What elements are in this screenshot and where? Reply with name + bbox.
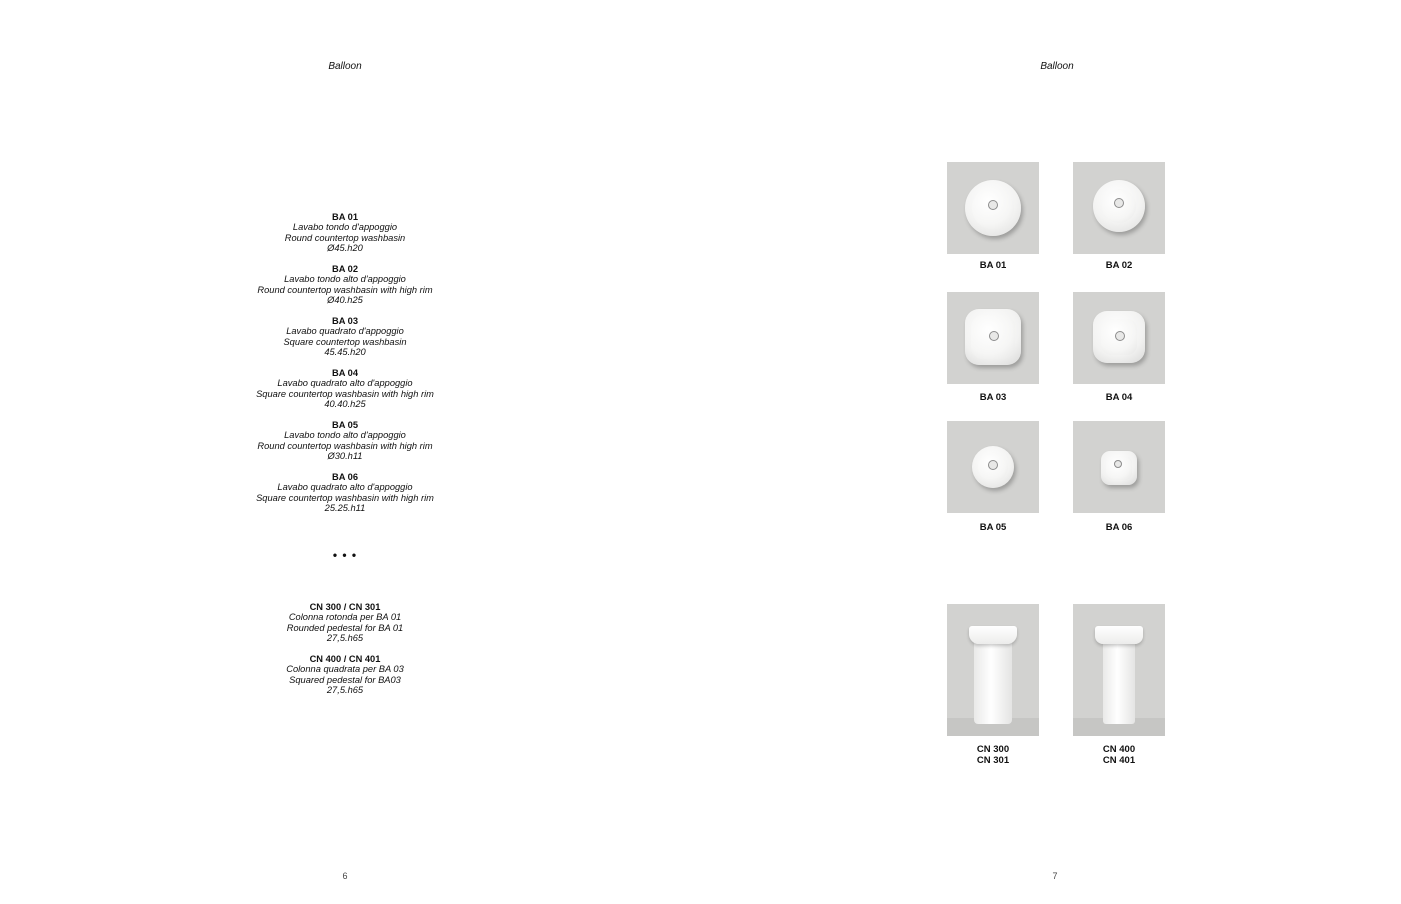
caption-line: CN 400 (1102, 744, 1136, 755)
entry-code: BA 04 (331, 368, 358, 378)
photo-ba02 (1073, 162, 1165, 254)
entry-code: BA 06 (331, 472, 358, 482)
pedestal-basin-image (969, 626, 1017, 644)
caption-line: CN 300 (976, 744, 1010, 755)
entry-code: BA 05 (331, 420, 358, 430)
page-number: 6 (342, 871, 348, 881)
entry-dimensions: Ø40.h25 (327, 295, 363, 306)
drain-icon (1115, 331, 1125, 341)
entry-english: Round countertop washbasin with high rim (257, 284, 433, 295)
drain-icon (989, 331, 999, 341)
photo-cn300 (947, 604, 1039, 736)
entry-ba01 (215, 212, 475, 254)
caption-ba04: BA 04 (1105, 392, 1133, 403)
entry-ba06 (215, 472, 475, 514)
square-basin-image (965, 309, 1021, 365)
drain-icon (988, 200, 998, 210)
entry-dimensions: 27,5.h65 (326, 685, 364, 696)
photo-ba03 (947, 292, 1039, 384)
entry-dimensions: 45.45.h20 (324, 347, 366, 358)
square-basin-image (1093, 311, 1145, 363)
entry-cn400 (215, 654, 475, 696)
caption-cn300 (947, 744, 1039, 766)
entry-english: Rounded pedestal for BA 01 (286, 622, 404, 633)
photo-cn400 (1073, 604, 1165, 736)
drain-icon (988, 460, 998, 470)
page-header: Balloon (328, 61, 362, 72)
round-basin-image (1093, 180, 1145, 232)
entry-dimensions: Ø45.h20 (327, 243, 363, 254)
entry-english: Round countertop washbasin (284, 232, 406, 243)
entry-italian: Lavabo tondo alto d'appoggio (284, 274, 406, 285)
pedestal-column-image (974, 634, 1012, 724)
entry-italian: Colonna quadrata per BA 03 (286, 664, 404, 675)
entry-english: Square countertop washbasin (283, 336, 407, 347)
entry-ba05 (215, 420, 475, 462)
entry-english: Squared pedestal for BA03 (289, 674, 401, 685)
entry-code: CN 400 / CN 401 (309, 654, 381, 664)
round-basin-image (965, 180, 1021, 236)
section-separator: • • • (332, 548, 358, 562)
entry-italian: Lavabo tondo d'appoggio (292, 222, 398, 233)
entry-ba04 (215, 368, 475, 410)
entry-italian: Lavabo quadrato alto d'appoggio (277, 482, 413, 493)
square-basin-image (1101, 451, 1137, 485)
entry-ba03 (215, 316, 475, 358)
entry-dimensions: Ø30.h11 (327, 451, 363, 462)
caption-ba01: BA 01 (979, 260, 1007, 271)
entry-cn300 (215, 602, 475, 644)
drain-icon (1114, 198, 1124, 208)
entry-italian: Lavabo quadrato d'appoggio (286, 326, 404, 337)
photo-ba01 (947, 162, 1039, 254)
page-header: Balloon (1040, 61, 1074, 72)
caption-line: CN 301 (976, 755, 1010, 766)
entry-english: Round countertop washbasin with high rim (257, 440, 433, 451)
caption-line: CN 401 (1102, 755, 1136, 766)
entry-ba02 (215, 264, 475, 306)
photo-ba05 (947, 421, 1039, 513)
caption-ba05: BA 05 (979, 522, 1007, 533)
drain-icon (1114, 460, 1122, 468)
page-number: 7 (1052, 871, 1058, 881)
entry-code: BA 01 (331, 212, 358, 222)
left-page (0, 0, 700, 904)
pedestal-column-image (1103, 634, 1135, 724)
entry-italian: Lavabo quadrato alto d'appoggio (277, 378, 413, 389)
photo-ba06 (1073, 421, 1165, 513)
entry-code: BA 03 (331, 316, 358, 326)
entry-dimensions: 25.25.h11 (324, 503, 366, 514)
entry-dimensions: 27,5.h65 (326, 633, 364, 644)
entry-english: Square countertop washbasin with high rim (256, 492, 434, 503)
right-page (701, 0, 1401, 904)
entry-english: Square countertop washbasin with high rim (256, 388, 434, 399)
photo-ba04 (1073, 292, 1165, 384)
entry-italian: Colonna rotonda per BA 01 (288, 612, 402, 623)
entry-dimensions: 40.40.h25 (324, 399, 366, 410)
caption-ba03: BA 03 (979, 392, 1007, 403)
caption-ba06: BA 06 (1105, 522, 1133, 533)
entry-italian: Lavabo tondo alto d'appoggio (284, 430, 406, 441)
entry-code: BA 02 (331, 264, 358, 274)
caption-cn400 (1073, 744, 1165, 766)
caption-ba02: BA 02 (1105, 260, 1133, 271)
pedestal-basin-image (1095, 626, 1143, 644)
round-basin-image (972, 446, 1014, 488)
entry-code: CN 300 / CN 301 (309, 602, 381, 612)
